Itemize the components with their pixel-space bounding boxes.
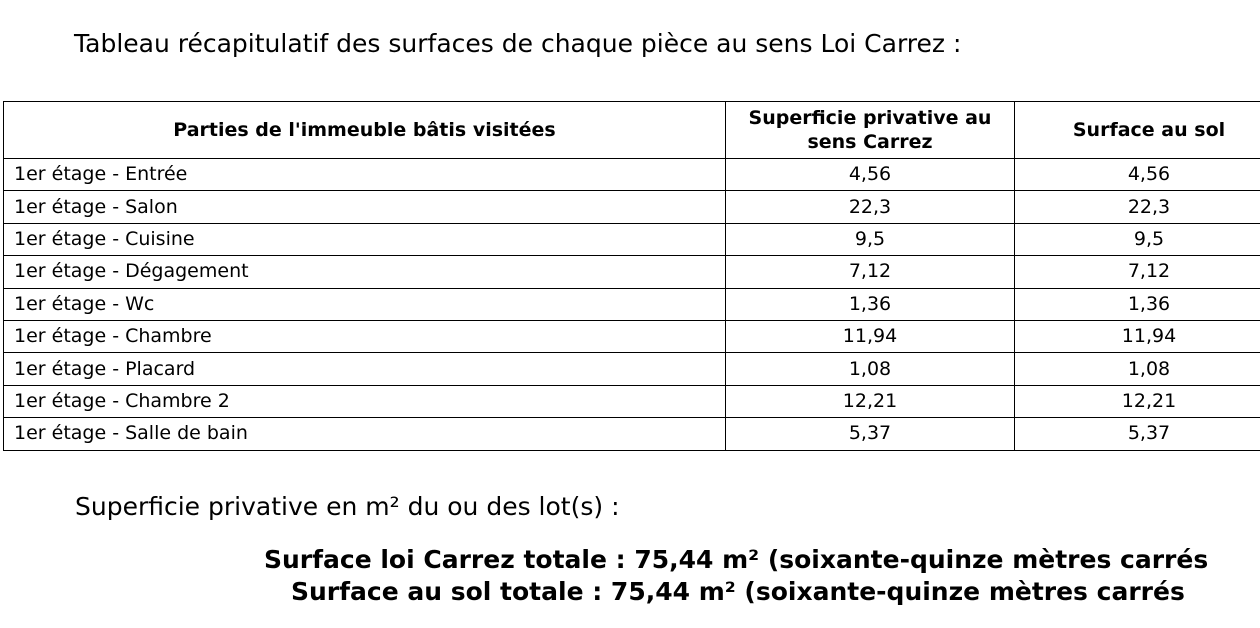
carrez-area-cell: 1,08: [726, 353, 1015, 385]
table-row: [4, 256, 1260, 288]
room-name-cell: 1er étage - Salon: [4, 191, 726, 223]
room-name-cell: 1er étage - Entrée: [4, 159, 726, 191]
page-title: Tableau récapitulatif des surfaces de chaque pièce au sens Loi Carrez :: [74, 29, 962, 58]
floor-area-cell: 9,5: [1015, 223, 1260, 255]
carrez-area-cell: 5,37: [726, 418, 1015, 450]
carrez-area-cell: 22,3: [726, 191, 1015, 223]
room-name-cell: 1er étage - Wc: [4, 288, 726, 320]
column-header-sol: Surface au sol: [1015, 102, 1260, 159]
floor-area-cell: 12,21: [1015, 385, 1260, 417]
floor-area-cell: 1,08: [1015, 353, 1260, 385]
room-name-cell: 1er étage - Chambre: [4, 320, 726, 352]
floor-area-total: Surface au sol totale : 75,44 m² (soixante-quinze mètres carrés: [291, 577, 1185, 606]
room-name-cell: 1er étage - Cuisine: [4, 223, 726, 255]
table-row: [4, 223, 1260, 255]
room-name-cell: 1er étage - Placard: [4, 353, 726, 385]
table-row: [4, 385, 1260, 417]
floor-area-cell: 5,37: [1015, 418, 1260, 450]
table-row: [4, 288, 1260, 320]
lot-area-label: Superficie privative en m² du ou des lot(s) :: [75, 492, 620, 521]
table-row: [4, 191, 1260, 223]
carrez-area-cell: 4,56: [726, 159, 1015, 191]
carrez-area-cell: 9,5: [726, 223, 1015, 255]
floor-area-cell: 7,12: [1015, 256, 1260, 288]
room-name-cell: 1er étage - Dégagement: [4, 256, 726, 288]
table-row: [4, 353, 1260, 385]
floor-area-cell: 11,94: [1015, 320, 1260, 352]
table-row: [4, 418, 1260, 450]
table-row: [4, 320, 1260, 352]
floor-area-cell: 1,36: [1015, 288, 1260, 320]
carrez-area-cell: 11,94: [726, 320, 1015, 352]
table-row: [4, 159, 1260, 191]
table-header-row: [4, 102, 1260, 159]
column-header-carrez: Superficie privative au sens Carrez: [726, 102, 1015, 159]
room-name-cell: 1er étage - Chambre 2: [4, 385, 726, 417]
floor-area-cell: 22,3: [1015, 191, 1260, 223]
carrez-area-cell: 12,21: [726, 385, 1015, 417]
carrez-area-cell: 1,36: [726, 288, 1015, 320]
column-header-room: Parties de l'immeuble bâtis visitées: [4, 102, 726, 159]
room-name-cell: 1er étage - Salle de bain: [4, 418, 726, 450]
carrez-total: Surface loi Carrez totale : 75,44 m² (soixante-quinze mètres carrés: [264, 545, 1209, 574]
floor-area-cell: 4,56: [1015, 159, 1260, 191]
surfaces-table: [3, 101, 1260, 451]
carrez-area-cell: 7,12: [726, 256, 1015, 288]
